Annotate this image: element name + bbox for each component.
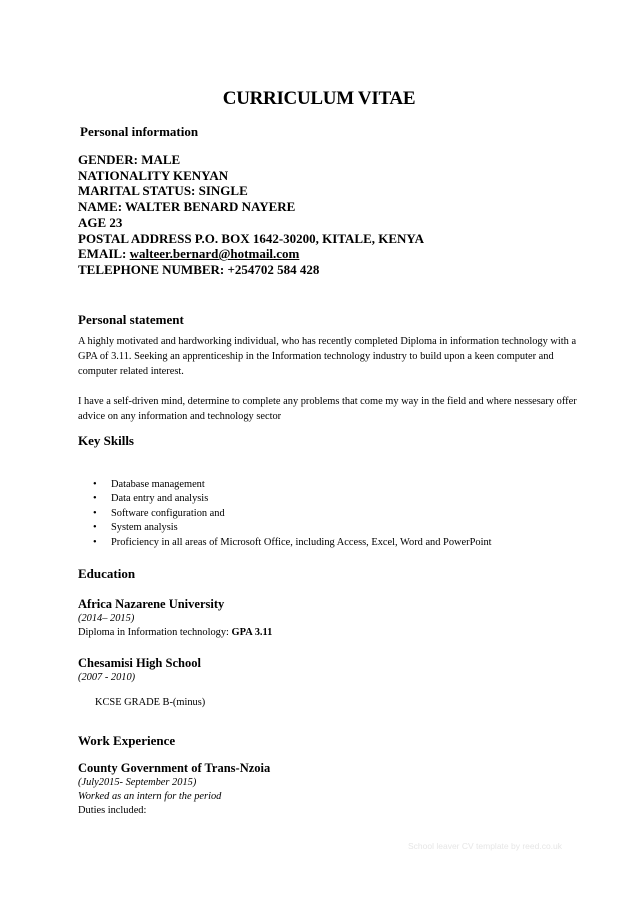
school-dates: (2007 - 2010) [78,672,136,683]
personal-info-heading: Personal information [80,124,199,139]
nationality-line: NATIONALITY KENYAN [78,167,229,183]
education-heading: Education [78,566,136,581]
bullet-icon: • [93,493,97,505]
work-dates: (July2015- September 2015) [78,777,197,788]
page-title: CURRICULUM VITAE [222,88,416,109]
university-detail [78,627,272,638]
skill-label: Software configuration and [111,507,225,519]
school-detail: KCSE GRADE B-(minus) [95,697,206,708]
email-label: EMAIL: [78,246,127,262]
university-dates: (2014– 2015) [78,613,135,624]
list-item [93,492,492,506]
watermark: School leaver CV template by reed.co.uk [408,841,563,851]
key-skills-heading: Key Skills [78,433,134,448]
diploma-text: Diploma in Information technology: [78,627,229,638]
university-name: Africa Nazarene University [78,597,225,611]
personal-statement-para-2: I have a self-driven mind, determine to complete any problems that come my way in the field and where nessesary offer advice on any information and technology sector [78,396,577,422]
bullet-icon: • [93,507,97,519]
email-line [78,246,424,262]
bullet-icon: • [93,522,97,534]
personal-statement-heading: Personal statement [78,312,184,327]
list-item [93,478,492,492]
list-item [93,521,492,535]
email-link[interactable]: walteer.bernard@hotmail.com [129,246,300,262]
bullet-icon: • [93,479,97,490]
age-line: AGE 23 [78,214,123,230]
list-item [93,536,492,550]
skill-label: System analysis [111,522,178,534]
work-organisation: County Government of Trans-Nzoia [78,761,271,775]
marital-status-line: MARITAL STATUS: SINGLE [78,183,248,199]
telephone-line: TELEPHONE NUMBER: +254702 584 428 [78,261,320,277]
personal-info-block [78,152,424,278]
school-name: Chesamisi High School [78,656,201,670]
skill-label: Proficiency in all areas of Microsoft Office, including Access, Excel, Word and PowerPoint [111,536,492,548]
personal-statement-para-1: A highly motivated and hardworking individual, who has recently completed Diploma in information technology with a GPA of 3.11. Seeking an apprenticeship in the Information technology industry to build upon a keen computer and computer related interest. [78,336,577,377]
work-experience-heading: Work Experience [78,733,176,748]
skill-label: Data entry and analysis [111,493,209,505]
work-duties: Duties included: [78,805,147,816]
gpa-text: GPA 3.11 [231,627,273,638]
postal-address-line: POSTAL ADDRESS P.O. BOX 1642-30200, KITALE, KENYA [78,230,425,246]
list-item [93,507,492,521]
work-role: Worked as an intern for the period [78,791,222,802]
skill-label: Database management [111,479,205,490]
bullet-icon: • [93,536,97,548]
name-line: NAME: WALTER BENARD NAYERE [78,199,296,215]
key-skills-list [93,478,492,550]
gender-line: GENDER: MALE [78,152,181,167]
